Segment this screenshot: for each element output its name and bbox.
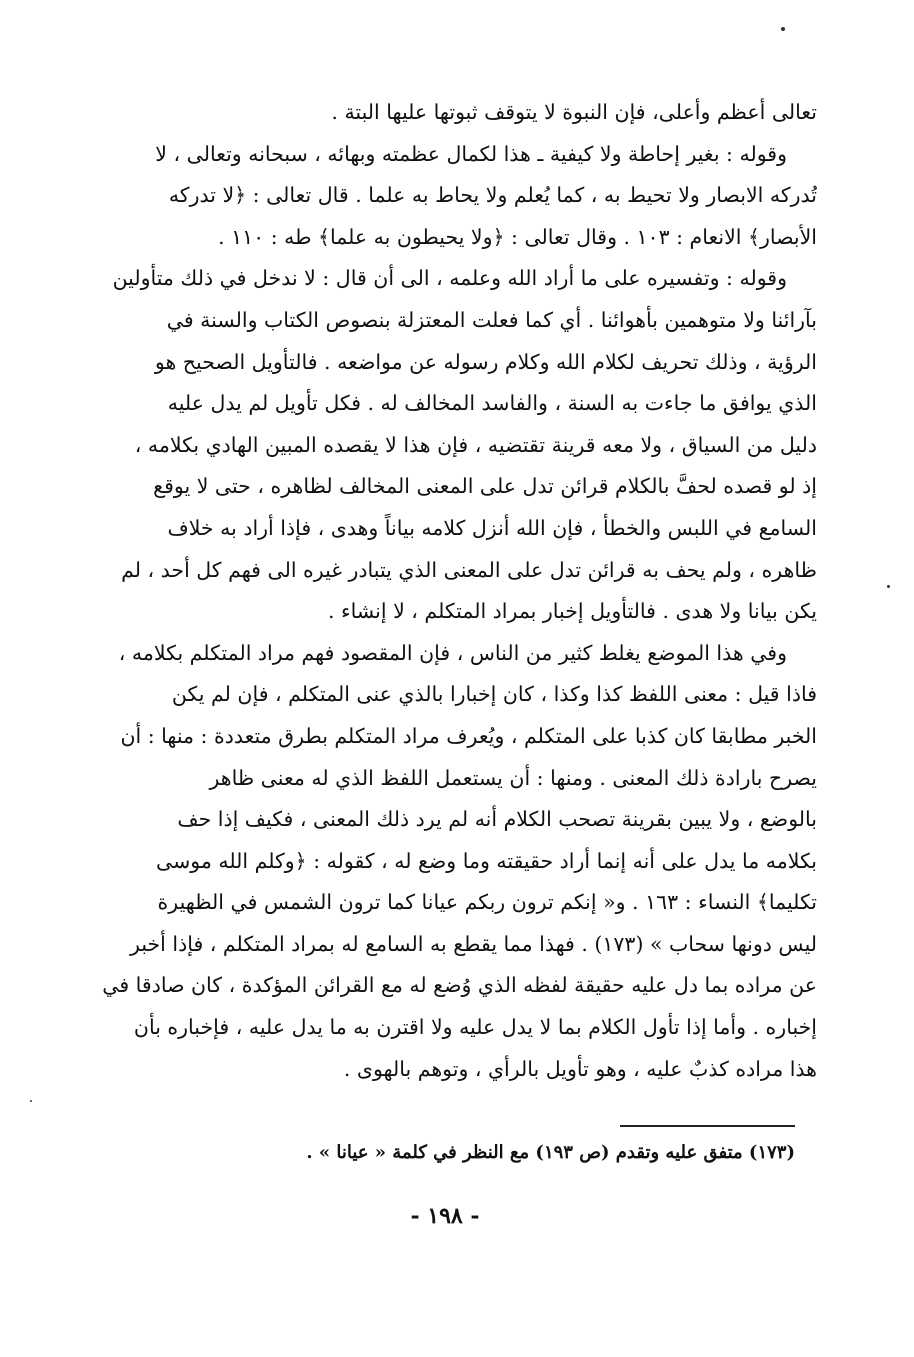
body-text xyxy=(92,92,817,1090)
text-line: الذي يوافق ما جاءت به السنة ، والفاسد المخالف له . فكل تأويل لم يدل عليه xyxy=(167,391,817,416)
text-line: الخبر مطابقا كان كذبا على المتكلم ، ويُعرف مراد المتكلم بطرق متعددة : منها : أن xyxy=(120,723,817,748)
text-line: عن مراده بما دل عليه حقيقة لفظه الذي وُضع له مع القرائن المؤكدة ، كان صادقا في xyxy=(102,973,817,998)
text-line: ليس دونها سحاب » (١٧٣) . فهذا مما يقطع به السامع له بمراد المتكلم ، فإذا أخبر xyxy=(130,931,817,956)
text-line: السامع في اللبس والخطأ ، فإن الله أنزل كلامه بياناً وهدى ، فإذا أراد به خلاف xyxy=(167,515,817,540)
text-line: وقوله : وتفسيره على ما أراد الله وعلمه ، الى أن قال : لا ندخل في ذلك متأولين xyxy=(112,266,787,291)
text-line: بكلامه ما يدل على أنه إنما أراد حقيقته وما وضع له ، كقوله : ﴿وكلم الله موسى xyxy=(156,848,817,873)
text-line: تعالى أعظم وأعلى، فإن النبوة لا يتوقف ثبوتها عليها البتة . xyxy=(331,100,817,124)
text-line: فاذا قيل : معنى اللفظ كذا وكذا ، كان إخبارا بالذي عنى المتكلم ، فإن لم يكن xyxy=(171,682,817,707)
text-line: الرؤية ، وذلك تحريف لكلام الله وكلام رسوله عن مواضعه . فالتأويل الصحيح هو xyxy=(154,349,817,374)
text-line: إذ لو قصده لحفَّ بالكلام قرائن تدل على المعنى المخالف لظاهره ، حتى لا يوقع xyxy=(153,474,817,499)
scan-speck xyxy=(887,585,890,588)
text-line: وقوله : بغير إحاطة ولا كيفية ـ هذا لكمال عظمته وبهائه ، سبحانه وتعالى ، لا xyxy=(155,141,787,166)
scan-speck xyxy=(30,1100,32,1102)
text-line: تكليما﴾ النساء : ١٦٣ . و« إنكم ترون ربكم عيانا كما ترون الشمس في الظهيرة xyxy=(157,890,817,915)
footnote: (١٧٣) متفق عليه وتقدم (ص ١٩٣) مع النظر في كلمة « عيانا » . xyxy=(306,1142,795,1163)
text-line: وفي هذا الموضع يغلط كثير من الناس ، فإن المقصود فهم مراد المتكلم بكلامه ، xyxy=(118,640,787,665)
text-line: الأبصار﴾ الانعام : ١٠٣ . وقال تعالى : ﴿ولا يحيطون به علما﴾ طه : ١١٠ . xyxy=(218,224,817,249)
text-line: دليل من السياق ، ولا معه قرينة تقتضيه ، فإن هذا لا يقصده المبين الهادي بكلامه ، xyxy=(134,432,817,457)
footnote-separator xyxy=(620,1125,795,1127)
text-line: إخباره . وأما إذا تأول الكلام بما لا يدل عليه ولا اقترن به ما يدل عليه ، فإخباره بأن xyxy=(133,1015,817,1040)
text-line: يصرح بارادة ذلك المعنى . ومنها : أن يستعمل اللفظ الذي له معنى ظاهر xyxy=(209,765,817,790)
text-line: بآرائنا ولا متوهمين بأهوائنا . أي كما فعلت المعتزلة بنصوص الكتاب والسنة في xyxy=(166,307,817,332)
text-line: يكن بيانا ولا هدى . فالتأويل إخبار بمراد المتكلم ، لا إنشاء . xyxy=(327,599,817,624)
text-line: ظاهره ، ولم يحف به قرائن تدل على المعنى الذي يتبادر غيره الى فهم كل أحد ، لم xyxy=(121,557,817,582)
text-line: هذا مراده كذبٌ عليه ، وهو تأويل بالرأي ، وتوهم بالهوى . xyxy=(343,1056,817,1081)
text-line: تُدركه الابصار ولا تحيط به ، كما يُعلم ولا يحاط به علما . قال تعالى : ﴿لا تدركه xyxy=(168,183,817,208)
text-line: بالوضع ، ولا يبين بقرينة تصحب الكلام أنه لم يرد ذلك المعنى ، فكيف إذا حف xyxy=(177,807,817,832)
scan-speck xyxy=(781,27,785,31)
page-number: - ١٩٨ - xyxy=(410,1203,480,1229)
